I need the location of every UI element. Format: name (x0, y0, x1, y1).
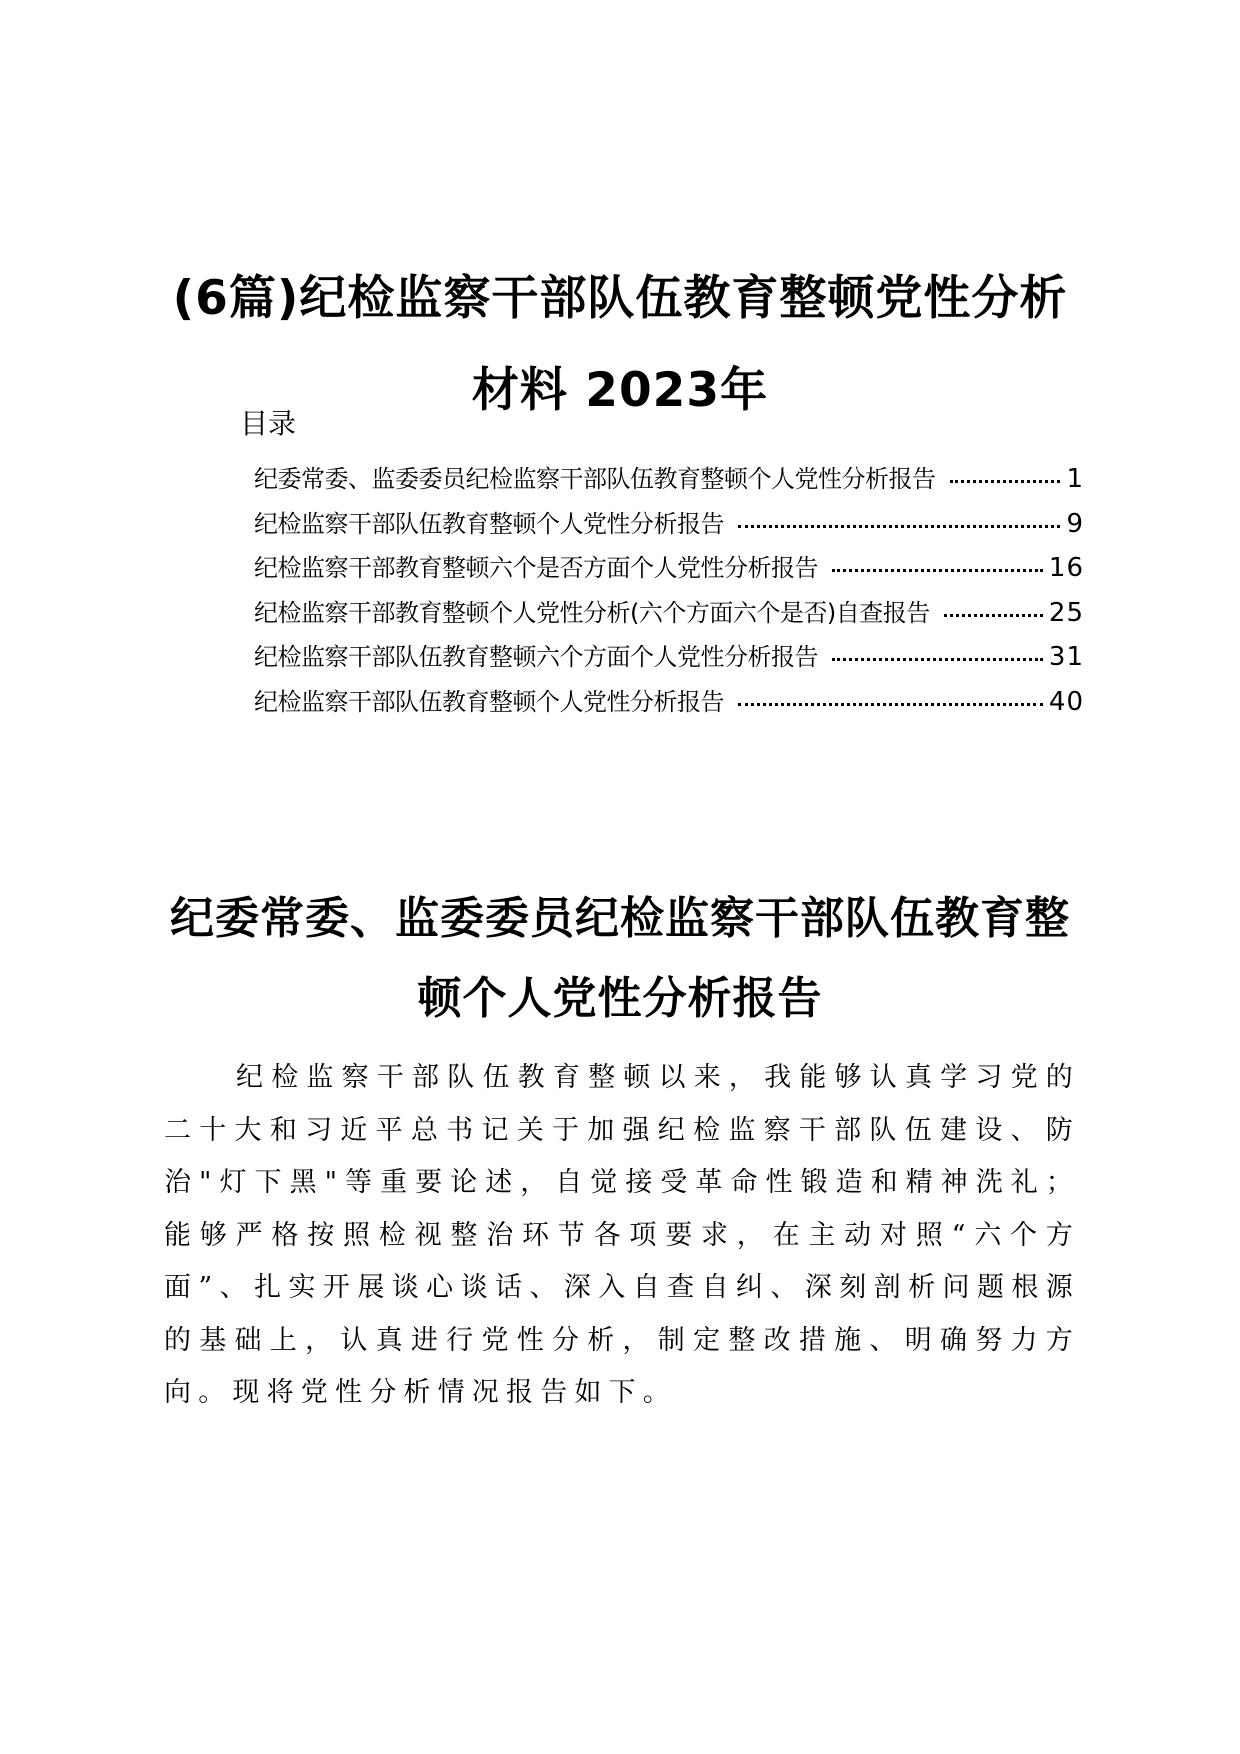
toc-entry-title: 纪检监察干部队伍教育整顿六个方面个人党性分析报告 (254, 643, 818, 671)
toc-dot-leader (944, 614, 1043, 617)
toc-entry[interactable] (254, 685, 1084, 730)
toc-entry-title: 纪检监察干部教育整顿个人党性分析(六个方面六个是否)自查报告 (254, 598, 930, 627)
toc-entry-title: 纪检监察干部队伍教育整顿个人党性分析报告 (254, 687, 724, 716)
toc-dot-leader (738, 525, 1060, 528)
body-paragraph: 纪检监察干部队伍教育整顿以来，我能够认真学习党的二十大和习近平总书记关于加强纪检监察干部队伍建设、防治"灯下黑"等重要论述，自觉接受革命性锻造和精神洗礼；能够严格按照检视整治环节各项要求，在主动对照“六个方面”、扎实开展谈心谈话、深入自查自纠、深刻剖析问题根源的基础上，认真进行党性分析，制定整改措施、明确努力方向。现将党性分析情况报告如下。 (164, 1062, 1080, 1408)
toc-entry[interactable] (254, 640, 1084, 685)
toc-page-number: 1 (1066, 464, 1084, 494)
table-of-contents (254, 462, 1084, 729)
document-title-line-1: (6篇)纪检监察干部队伍教育整顿党性分析 (172, 271, 1068, 327)
toc-page-number: 25 (1048, 597, 1084, 628)
section-title (140, 879, 1100, 1039)
document-title-line-2: 材料 2023年 (471, 363, 769, 419)
section-title-line-1: 纪委常委、监委委员纪检监察干部队伍教育整 (170, 892, 1070, 944)
toc-dot-leader (832, 569, 1043, 572)
toc-entry[interactable] (254, 551, 1084, 596)
toc-page-number: 16 (1048, 553, 1084, 583)
toc-page-number: 31 (1048, 642, 1084, 672)
section-title-line-2: 顿个人党性分析报告 (417, 972, 823, 1024)
toc-page-number: 40 (1048, 686, 1084, 717)
toc-entry-title: 纪检监察干部队伍教育整顿个人党性分析报告 (254, 509, 724, 538)
toc-entry-title: 纪委常委、监委委员纪检监察干部队伍教育整顿个人党性分析报告 (254, 465, 936, 493)
toc-dot-leader (832, 658, 1043, 661)
toc-page-number: 9 (1066, 508, 1084, 539)
toc-entry-title: 纪检监察干部教育整顿六个是否方面个人党性分析报告 (254, 554, 818, 582)
toc-entry[interactable] (254, 462, 1084, 507)
toc-dot-leader (950, 480, 1061, 483)
toc-heading: 目录 (240, 407, 297, 440)
toc-entry[interactable] (254, 507, 1084, 552)
toc-entry[interactable] (254, 596, 1084, 641)
toc-dot-leader (738, 703, 1043, 706)
